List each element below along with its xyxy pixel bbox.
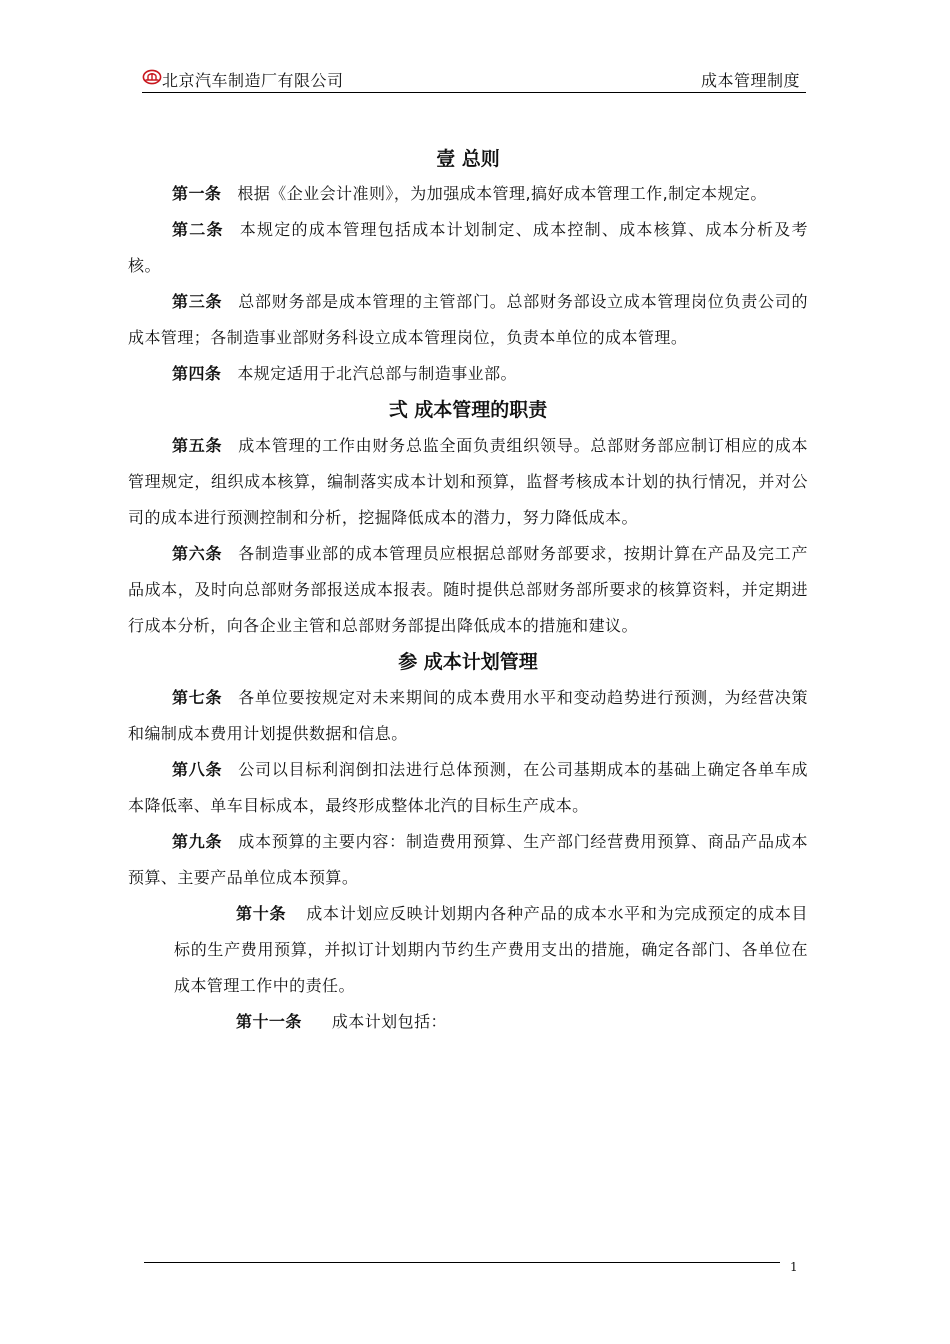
article-label: 第二条	[172, 220, 224, 239]
section-heading: 壹 总则	[436, 148, 500, 170]
page-header	[142, 66, 806, 93]
article	[128, 428, 808, 536]
article-label: 第九条	[172, 832, 223, 851]
article-label: 第八条	[172, 760, 223, 779]
article-label: 第十一条	[236, 1012, 302, 1031]
article-text: 本规定适用于北汽总部与制造事业部。	[237, 364, 518, 383]
article-label: 第一条	[172, 184, 222, 203]
article-text: 总部财务部是成本管理的主管部门。总部财务部设立成本管理岗位负责公司的成本管理；各制造事业部财务科设立成本管理岗位，负责本单位的成本管理。	[128, 292, 808, 347]
article	[128, 212, 808, 284]
article-label: 第六条	[172, 544, 223, 563]
article-text: 成本管理的工作由财务总监全面负责组织领导。总部财务部应制订相应的成本管理规定，组织成本核算，编制落实成本计划和预算，监督考核成本计划的执行情况，并对公司的成本进行预测控制和分析，挖掘降低成本的潜力，努力降低成本。	[128, 436, 808, 527]
section-heading: 弍 成本管理的职责	[388, 399, 548, 421]
article-text: 根据《企业会计准则》，为加强成本管理,搞好成本管理工作,制定本规定。	[237, 184, 767, 203]
article	[128, 536, 808, 644]
article	[128, 824, 808, 896]
document-title: 成本管理制度	[700, 71, 800, 90]
page-number: 1	[790, 1260, 798, 1274]
article	[174, 1004, 808, 1040]
article	[128, 752, 808, 824]
article-text: 各制造事业部的成本管理员应根据总部财务部要求，按期计算在产品及完工产品成本，及时向总部财务部报送成本报表。随时提供总部财务部所要求的核算资料，并定期进行成本分析，向各企业主管和总部财务部提出降低成本的措施和建议。	[128, 544, 808, 635]
article	[128, 680, 808, 752]
article-label: 第三条	[172, 292, 223, 311]
article	[128, 356, 808, 392]
footer-divider	[144, 1262, 780, 1263]
article-label: 第十条	[236, 904, 287, 923]
article-label: 第七条	[172, 688, 223, 707]
article	[128, 176, 808, 212]
article-label: 第四条	[172, 364, 222, 383]
baic-logo-icon	[142, 69, 162, 85]
article-text: 本规定的成本管理包括成本计划制定、成本控制、成本核算、成本分析及考核。	[128, 220, 808, 275]
section-heading: 参 成本计划管理	[398, 651, 538, 673]
document-body	[128, 142, 808, 1040]
article-text: 成本预算的主要内容：制造费用预算、生产部门经营费用预算、商品产品成本预算、主要产品单位成本预算。	[128, 832, 808, 887]
article	[174, 896, 808, 1004]
company-name: 北京汽车制造厂有限公司	[162, 71, 344, 90]
article	[128, 284, 808, 356]
article-text: 成本计划包括：	[331, 1012, 447, 1031]
article-text: 各单位要按规定对未来期间的成本费用水平和变动趋势进行预测，为经营决策和编制成本费用计划提供数据和信息。	[128, 688, 808, 743]
article-text: 公司以目标利润倒扣法进行总体预测，在公司基期成本的基础上确定各单车成本降低率、单车目标成本，最终形成整体北汽的目标生产成本。	[128, 760, 808, 815]
article-text: 成本计划应反映计划期内各种产品的成本水平和为完成预定的成本目标的生产费用预算，并拟订计划期内节约生产费用支出的措施，确定各部门、各单位在成本管理工作中的责任。	[174, 904, 808, 995]
article-label: 第五条	[172, 436, 223, 455]
